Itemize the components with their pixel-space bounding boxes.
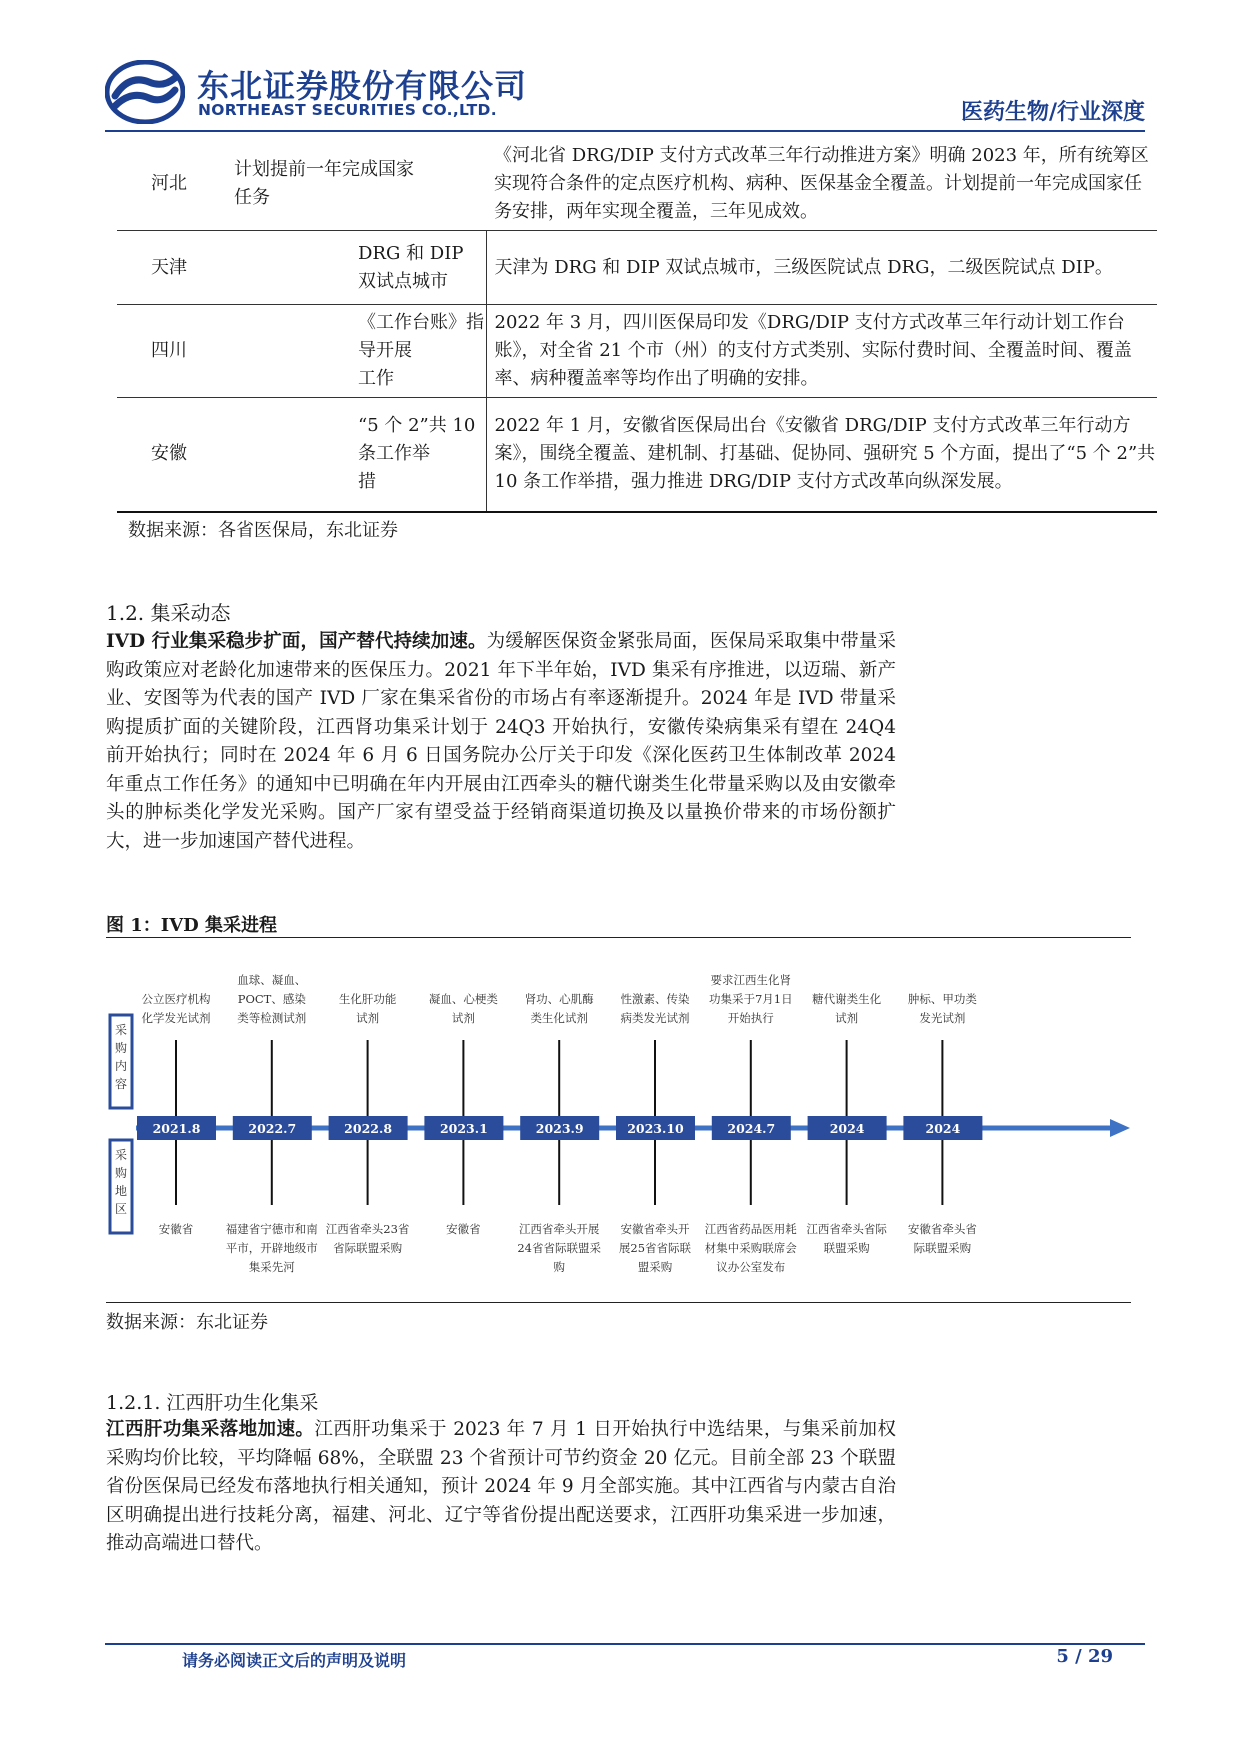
page-header [105, 55, 1145, 127]
description-cell: 2022 年 3 月，四川医保局印发《DRG/DIP 支付方式改革三年行动计划工作台账》，对全省 21 个市（州）的支付方式类别、实际付费时间、全覆盖时间、覆盖率、病种覆盖率等均作出了明确的安排。 [486, 305, 1157, 398]
figure-title: 图 1：IVD 集采进程 [106, 915, 278, 936]
description-cell: 天津为 DRG 和 DIP 双试点城市，三级医院试点 DRG，二级医院试点 DIP。 [486, 231, 1157, 305]
measure-cell: DRG 和 DIP 双试点城市 [234, 231, 486, 305]
upper-side-label: 采购内容 [114, 1023, 128, 1091]
table-row [117, 398, 1157, 512]
timeline-date: 2022.8 [344, 1121, 393, 1136]
paragraph-lead: IVD 行业集采稳步扩面，国产替代持续加速。 [106, 631, 487, 652]
table-row [117, 138, 1157, 231]
province-cell: 安徽 [117, 398, 234, 512]
footer-divider [105, 1643, 1145, 1645]
timeline-region-label: 安徽省牵头省 际联盟采购 [907, 1222, 977, 1255]
figure-top-rule [106, 937, 1131, 938]
paragraph-lead: 江西肝功集采落地加速。 [106, 1419, 315, 1440]
report-type: 医药生物/行业深度 [960, 100, 1145, 125]
timeline-region-label: 江西省药品医用耗 材集中采购联席会 议办公室发布 [704, 1222, 797, 1274]
section-heading: 1.2. 集采动态 [106, 601, 231, 625]
province-cell: 河北 [117, 138, 234, 231]
timeline-region-label: 江西省牵头开展 24省省际联盟采 购 [517, 1222, 601, 1274]
timeline-region-label: 安徽省 [158, 1222, 194, 1236]
province-cell: 天津 [117, 231, 234, 305]
measure-cell: 《工作台账》指导开展 工作 [234, 305, 486, 398]
lower-side-label: 采购地区 [114, 1148, 128, 1216]
measure-cell: “5 个 2”共 10 条工作举 措 [234, 398, 486, 512]
table-source: 数据来源：各省医保局，东北证券 [128, 520, 398, 541]
timeline-content-label: 糖代谢类生化 试剂 [812, 992, 882, 1025]
timeline-date: 2023.1 [439, 1121, 488, 1136]
table-row [117, 231, 1157, 305]
timeline-date: 2022.7 [248, 1121, 297, 1136]
timeline-region-label: 福建省宁德市和南 平市，开辟地级市 集采先河 [225, 1222, 318, 1274]
subsection-paragraph [106, 1416, 896, 1559]
paragraph-body: 江西肝功集采于 2023 年 7 月 1 日开始执行中选结果，与集采前加权采购均价比较，平均降幅 68%，全联盟 23 个省预计可节约资金 20 亿元。目前全部 23 个联盟省份医保局已经发布落地执行相关通知，预计 2024 年 9 月全部实施。其中江西省与内蒙古自治区明确提出进行技耗分离，福建、河北、辽宁等省份提出配送要求，江西肝功集采进一步加速，推动高端进口替代。 [106, 1419, 896, 1554]
company-logo-icon [105, 60, 185, 124]
timeline-content-label: 肾功、心肌酶 类生化试剂 [524, 992, 594, 1025]
timeline-date: 2023.9 [535, 1121, 584, 1136]
company-name-cn: 东北证券股份有限公司 [197, 67, 528, 105]
measure-cell: 计划提前一年完成国家 任务 [234, 138, 486, 231]
timeline-region-label: 江西省牵头23省 省际联盟采购 [325, 1222, 410, 1255]
timeline-region-label: 安徽省 [446, 1222, 481, 1236]
timeline-region-label: 江西省牵头省际 联盟采购 [806, 1222, 887, 1255]
timeline-date: 2024 [925, 1121, 961, 1136]
description-cell: 《河北省 DRG/DIP 支付方式改革三年行动推进方案》明确 2023 年，所有统筹区实现符合条件的定点医疗机构、病种、医保基金全覆盖。计划提前一年完成国家任务安排，两年实现全覆盖，三年见成效。 [486, 138, 1157, 231]
figure-source: 数据来源：东北证券 [106, 1312, 268, 1333]
paragraph-body: 为缓解医保资金紧张局面，医保局采取集中带量采购政策应对老龄化加速带来的医保压力。2021 年下半年始，IVD 集采有序推进，以迈瑞、新产业、安图等为代表的国产 IVD 厂家在集采省份的市场占有率逐渐提升。2024 年是 IVD 带量采购提质扩面的关键阶段，江西肾功集采计划于 24Q3 开始执行，安徽传染病集采有望在 24Q4 前开始执行；同时在 2024 年 6 月 6 日国务院办公厅关于印发《深化医药卫生体制改革 2024 年重点工作任务》的通知中已明确在年内开展由江西牵头的糖代谢类生化带量采购以及由安徽牵头的肿标类化学发光采购。国产厂家有望受益于经销商渠道切换及以量换价带来的市场份额扩大，进一步加速国产替代进程。 [106, 631, 896, 852]
timeline-content-label: 性激素、传染 病类发光试剂 [620, 992, 690, 1025]
header-divider [105, 130, 1145, 132]
province-cell: 四川 [117, 305, 234, 398]
footer-note: 请务必阅读正文后的声明及说明 [182, 1651, 407, 1670]
section-paragraph [106, 628, 896, 856]
table-row [117, 305, 1157, 398]
timeline-date: 2021.8 [152, 1121, 201, 1136]
timeline-content-label: 生化肝功能 试剂 [338, 992, 397, 1025]
subsection-heading: 1.2.1. 江西肝功生化集采 [106, 1392, 319, 1414]
timeline-date: 2024.7 [727, 1121, 776, 1136]
timeline-date: 2023.10 [627, 1121, 684, 1136]
timeline-content-label: 公立医疗机构 化学发光试剂 [141, 992, 211, 1025]
timeline-content-label: 凝血、心梗类 试剂 [428, 992, 498, 1025]
timeline-content-label: 血球、凝血、 POCT、感染 类等检测试剂 [237, 973, 307, 1025]
timeline-arrowhead-icon [1110, 1119, 1130, 1137]
figure-bottom-rule [106, 1302, 1131, 1303]
policy-table [117, 138, 1157, 513]
timeline-content-label: 要求江西生化肾 功集采于7月1日 开始执行 [708, 973, 793, 1025]
company-name-en: NORTHEAST SECURITIES CO.,LTD. [198, 101, 497, 119]
description-cell: 2022 年 1 月，安徽省医保局出台《安徽省 DRG/DIP 支付方式改革三年行动方案》，围绕全覆盖、建机制、打基础、促协同、强研究 5 个方面，提出了“5 个 2”共 10 条工作举措，强力推进 DRG/DIP 支付方式改革向纵深发展。 [486, 398, 1157, 512]
timeline-date: 2024 [829, 1121, 865, 1136]
timeline-content-label: 肿标、甲功类 发光试剂 [907, 992, 977, 1025]
page-number: 5 / 29 [1056, 1646, 1113, 1667]
timeline-figure [106, 940, 1136, 1302]
timeline-region-label: 安徽省牵头开 展25省省际联 盟采购 [618, 1222, 692, 1274]
